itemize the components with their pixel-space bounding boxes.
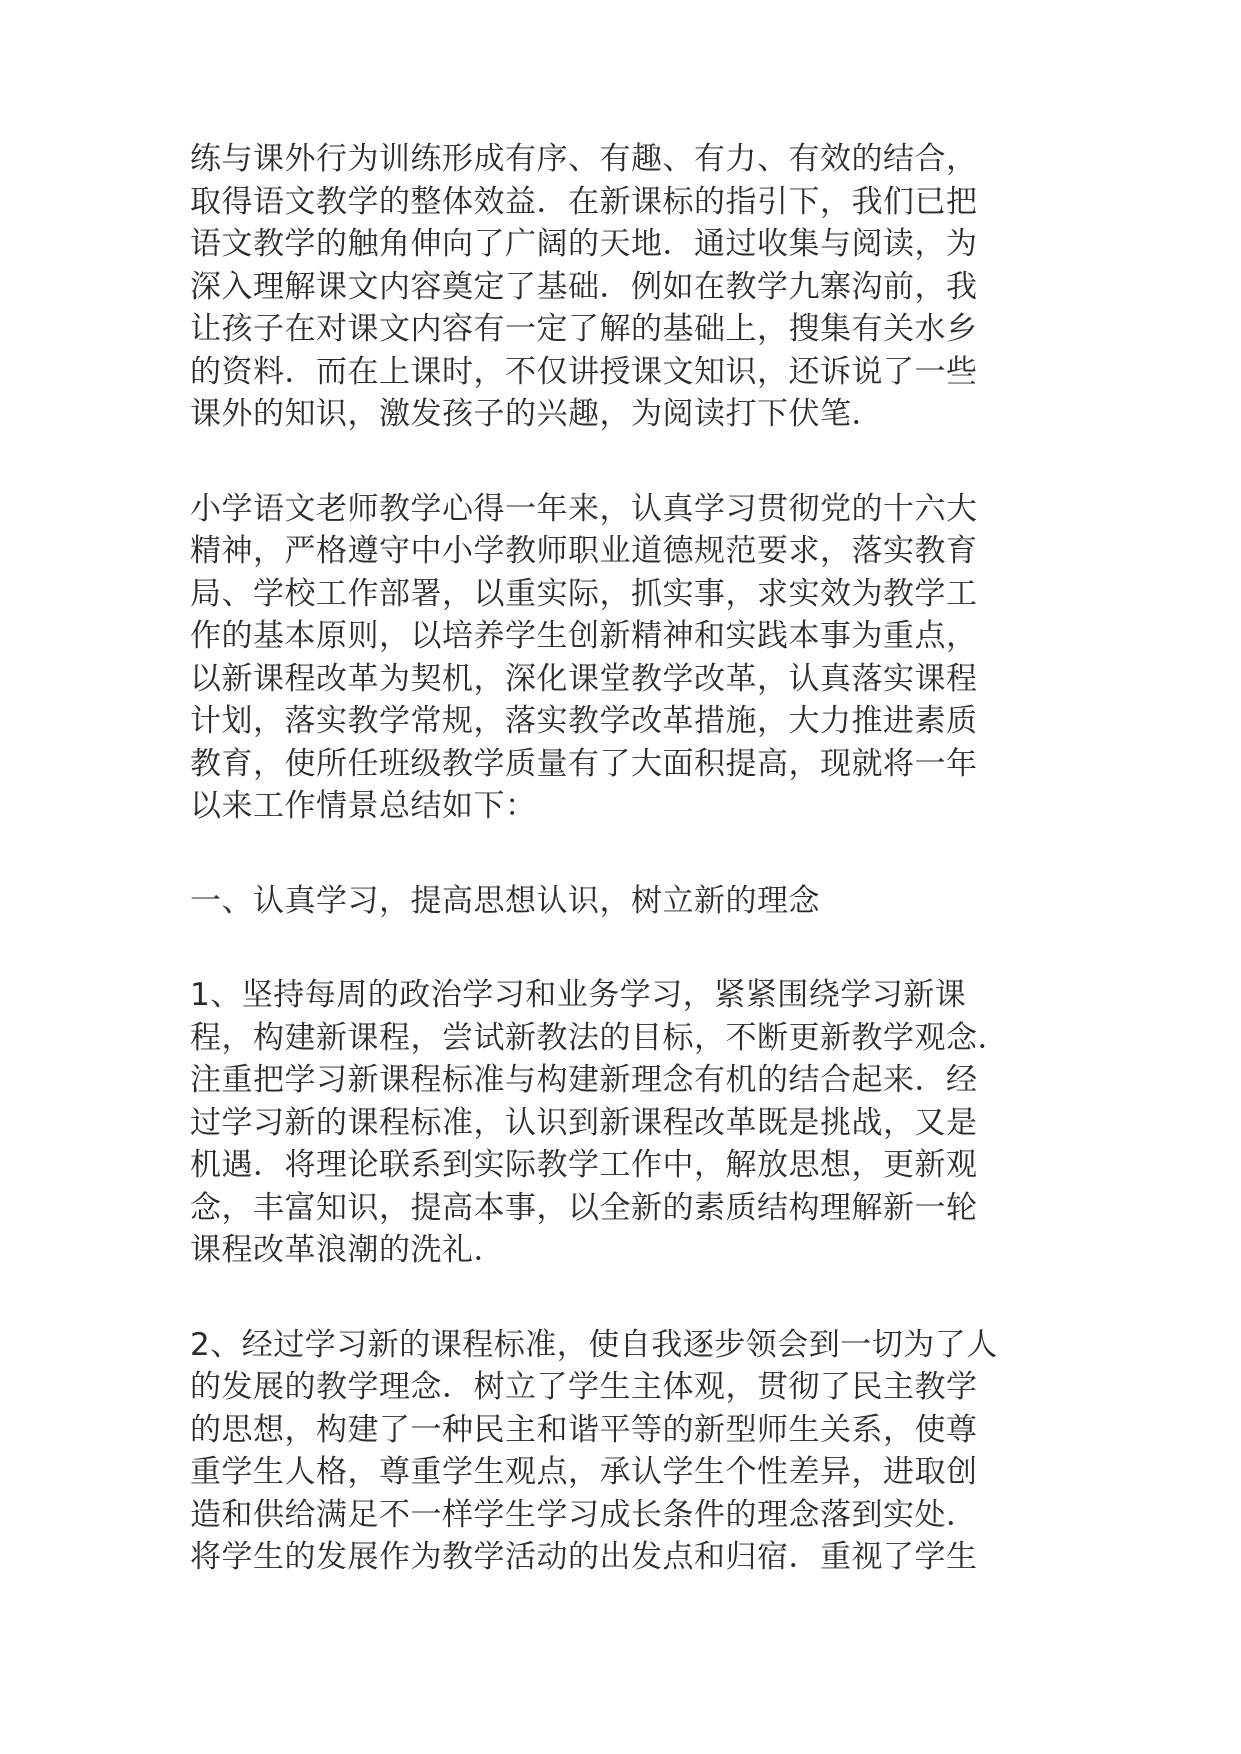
text-line: 让孩子在对课文内容有一定了解的基础上，搜集有关水乡 xyxy=(190,311,978,347)
paragraph-spacer xyxy=(190,436,1070,488)
paragraph-2 xyxy=(190,488,1070,828)
paragraph-3 xyxy=(190,974,1070,1272)
text-line: 以新课程改革为契机，深化课堂教学改革，认真落实课程 xyxy=(190,660,978,697)
text-line: 的资料．而在上课时，不仅讲授课文知识，还诉说了一些 xyxy=(190,353,978,390)
text-line: 教育，使所任班级教学质量有了大面积提高，现就将一年 xyxy=(190,745,978,782)
text-line: 以来工作情景总结如下： xyxy=(190,788,537,824)
paragraph-spacer xyxy=(190,922,1070,974)
text-line: 一、认真学习，提高思想认识，树立新的理念 xyxy=(190,882,820,919)
text-line: 造和供给满足不一样学生学习成长条件的理念落到实处． xyxy=(190,1496,978,1533)
text-line: 局、学校工作部署，以重实际，抓实事，求实效为教学工 xyxy=(190,575,978,612)
text-line: 课程改革浪潮的洗礼． xyxy=(190,1232,505,1268)
section-heading xyxy=(190,880,1070,923)
text-line: 注重把学习新课程标准与构建新理念有机的结合起来．经 xyxy=(190,1062,978,1098)
text-line: 的思想，构建了一种民主和谐平等的新型师生关系，使尊 xyxy=(190,1411,978,1448)
text-line: 深入理解课文内容奠定了基础．例如在教学九寨沟前，我 xyxy=(190,268,978,305)
text-line: 2、经过学习新的课程标准，使自我逐步领会到一切为了人 xyxy=(190,1326,998,1363)
paragraph-spacer xyxy=(190,828,1070,880)
text-line: 重学生人格，尊重学生观点，承认学生个性差异，进取创 xyxy=(190,1454,978,1490)
text-line: 取得语文教学的整体效益．在新课标的指引下，我们已把 xyxy=(190,183,978,220)
paragraph-4 xyxy=(190,1324,1070,1579)
text-line: 练与课外行为训练形成有序、有趣、有力、有效的结合， xyxy=(190,141,978,177)
text-line: 语文教学的触角伸向了广阔的天地．通过收集与阅读，为 xyxy=(190,226,978,262)
text-line: 过学习新的课程标准，认识到新课程改革既是挑战，又是 xyxy=(190,1104,978,1141)
text-line: 的发展的教学理念．树立了学生主体观，贯彻了民主教学 xyxy=(190,1369,978,1405)
text-line: 念，丰富知识，提高本事，以全新的素质结构理解新一轮 xyxy=(190,1189,978,1226)
text-line: 计划，落实教学常规，落实教学改革措施，大力推进素质 xyxy=(190,703,978,739)
text-line: 小学语文老师教学心得一年来，认真学习贯彻党的十六大 xyxy=(190,490,978,527)
text-line: 精神，严格遵守中小学教师职业道德规范要求，落实教育 xyxy=(190,533,978,569)
text-line: 程，构建新课程，尝试新教法的目标，不断更新教学观念． xyxy=(190,1019,1009,1056)
text-line: 机遇．将理论联系到实际教学工作中，解放思想，更新观 xyxy=(190,1147,978,1183)
paragraph-spacer xyxy=(190,1272,1070,1324)
document-body xyxy=(190,138,1070,1579)
text-line: 课外的知识，激发孩子的兴趣，为阅读打下伏笔． xyxy=(190,396,883,432)
paragraph-1 xyxy=(190,138,1070,436)
text-line: 作的基本原则，以培养学生创新精神和实践本事为重点， xyxy=(190,618,978,654)
text-line: 将学生的发展作为教学活动的出发点和归宿．重视了学生 xyxy=(190,1539,978,1575)
text-line: 1、坚持每周的政治学习和业务学习，紧紧围绕学习新课 xyxy=(190,977,967,1013)
